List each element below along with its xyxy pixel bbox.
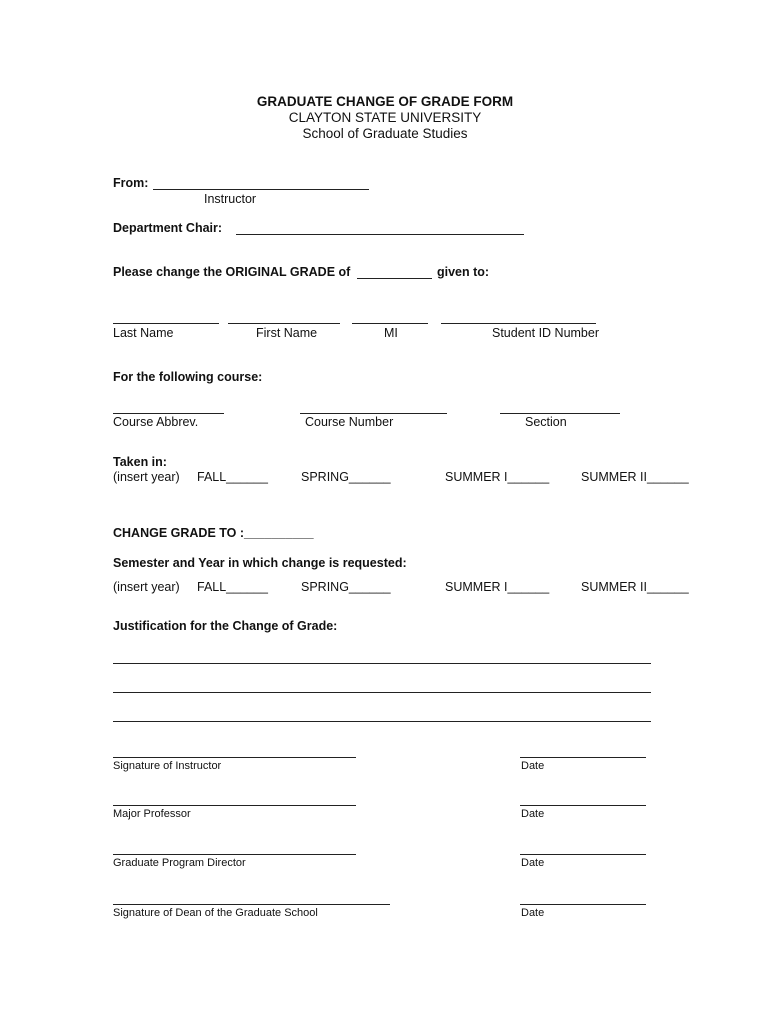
department-chair-label: Department Chair:: [113, 221, 223, 235]
course-number-label: Course Number: [305, 415, 394, 429]
major-professor-signature-line: [113, 805, 356, 806]
requested-summer2: SUMMER II______: [581, 580, 689, 594]
justification-heading: Justification for the Change of Grade:: [113, 619, 338, 633]
requested-spring: SPRING______: [301, 580, 391, 594]
instructor-signature-label: Signature of Instructor: [113, 760, 222, 772]
instructor-date-label: Date: [521, 760, 545, 772]
justification-line-2: [113, 692, 651, 693]
original-grade-prefix: Please change the ORIGINAL GRADE of: [113, 265, 351, 279]
instructor-signature-line: [113, 757, 356, 758]
dean-date-line: [520, 904, 646, 905]
course-number-line: [300, 413, 447, 414]
dean-signature-line: [113, 904, 390, 905]
course-abbrev-line: [113, 413, 224, 414]
justification-line-1: [113, 663, 651, 664]
form-title: GRADUATE CHANGE OF GRADE FORM: [256, 94, 514, 109]
program-director-date-line: [520, 854, 646, 855]
from-line: [153, 189, 369, 190]
program-director-date-label: Date: [521, 857, 545, 869]
instructor-label: Instructor: [204, 192, 257, 206]
change-grade-label: CHANGE GRADE TO :__________: [113, 526, 314, 540]
requested-insert-year: (insert year): [113, 580, 180, 594]
first-name-label: First Name: [256, 326, 318, 340]
justification-line-3: [113, 721, 651, 722]
program-director-label: Graduate Program Director: [113, 857, 246, 869]
university-name: CLAYTON STATE UNIVERSITY: [288, 110, 482, 125]
mi-line: [352, 323, 428, 324]
major-professor-label: Major Professor: [113, 808, 191, 820]
last-name-label: Last Name: [113, 326, 174, 340]
student-id-line: [441, 323, 596, 324]
school-name: School of Graduate Studies: [302, 126, 468, 141]
taken-in-spring: SPRING______: [301, 470, 391, 484]
taken-in-summer1: SUMMER I______: [445, 470, 550, 484]
major-professor-date-line: [520, 805, 646, 806]
section-label: Section: [525, 415, 567, 429]
section-line: [500, 413, 620, 414]
last-name-line: [113, 323, 219, 324]
student-id-label: Student ID Number: [492, 326, 599, 340]
dean-signature-label: Signature of Dean of the Graduate School: [113, 907, 318, 919]
requested-heading: Semester and Year in which change is requested:: [113, 556, 407, 570]
course-heading: For the following course:: [113, 370, 263, 384]
taken-in-insert-year: (insert year): [113, 470, 180, 484]
first-name-line: [228, 323, 340, 324]
original-grade-line: [357, 278, 432, 279]
department-chair-line: [236, 234, 524, 235]
taken-in-fall: FALL______: [197, 470, 268, 484]
taken-in-heading: Taken in:: [113, 455, 167, 469]
mi-label: MI: [384, 326, 398, 340]
major-professor-date-label: Date: [521, 808, 545, 820]
dean-date-label: Date: [521, 907, 545, 919]
program-director-signature-line: [113, 854, 356, 855]
taken-in-summer2: SUMMER II______: [581, 470, 689, 484]
course-abbrev-label: Course Abbrev.: [113, 415, 199, 429]
requested-summer1: SUMMER I______: [445, 580, 550, 594]
requested-fall: FALL______: [197, 580, 268, 594]
instructor-date-line: [520, 757, 646, 758]
original-grade-suffix: given to:: [437, 265, 490, 279]
from-label: From:: [113, 176, 149, 190]
